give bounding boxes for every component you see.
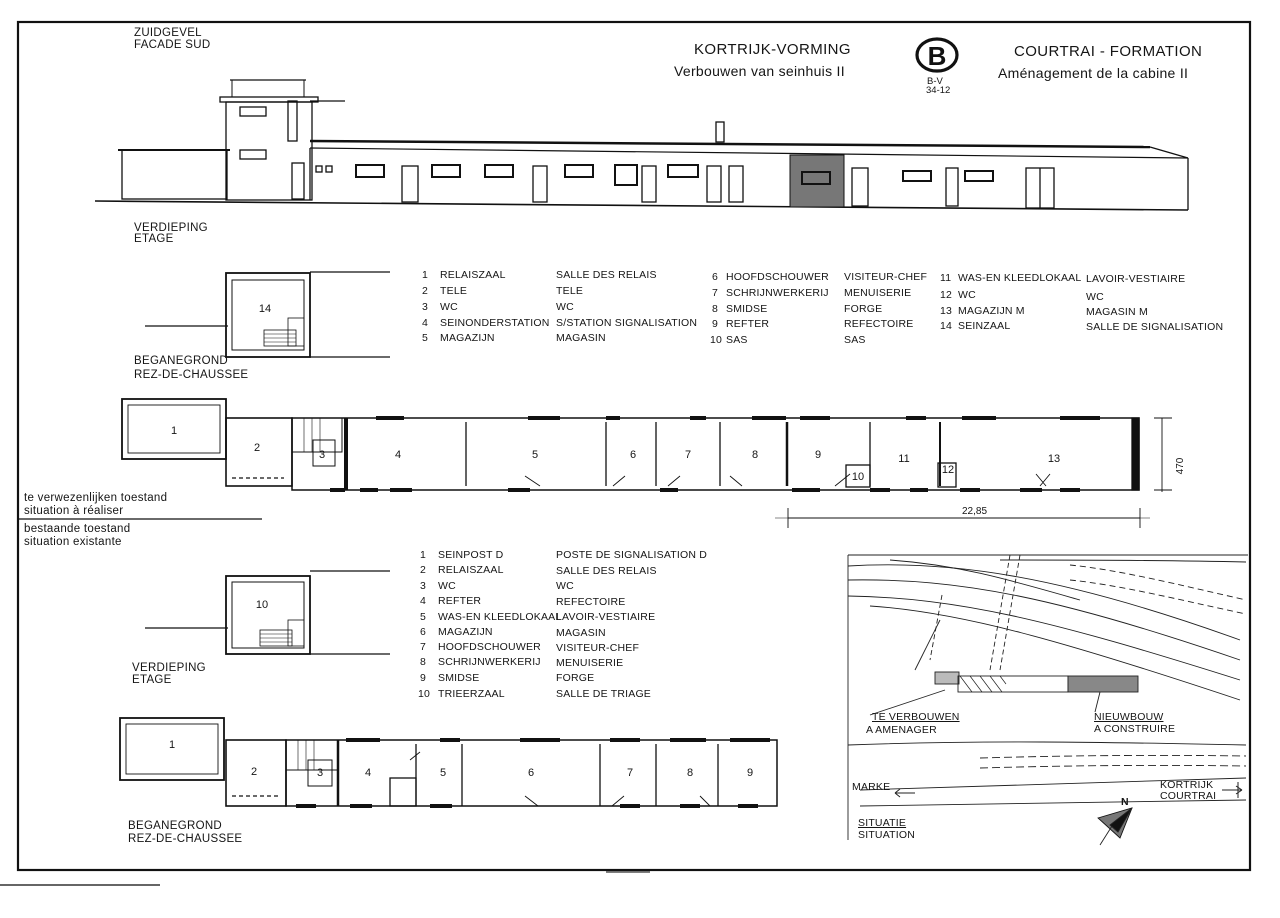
legend-nl: SCHRIJNWERKERIJ [726,287,829,299]
situation-place-left: MARKE [852,781,891,793]
subtitle-nl: Verbouwen van seinhuis II [674,63,845,79]
legend-number: 10 [710,334,723,346]
room-number: 13 [1047,453,1061,465]
room-number: 7 [626,767,634,779]
legend-fr: SAS [844,334,866,346]
legend-number: 6 [712,271,719,283]
room-number: 5 [531,449,539,461]
legend-number: 7 [712,287,719,299]
new-upper-label-fr: ETAGE [134,233,174,245]
legend-number: 6 [420,626,427,638]
legend-fr: WC [556,580,574,592]
room-number: 1 [168,739,176,751]
legend-nl: SMIDSE [438,672,480,684]
legend-nl: WC [440,301,458,313]
situation-new-nl: NIEUWBOUW [1094,711,1164,723]
logo-code: B-V [927,76,943,87]
legend-nl: REFTER [726,318,770,330]
room-number: 10 [851,471,865,483]
title-nl: KORTRIJK-VORMING [694,41,851,58]
room-number: 2 [253,442,261,454]
legend-fr: MENUISERIE [556,657,624,669]
legend-number: 4 [420,595,427,607]
legend-fr: S/STATION SIGNALISATION [556,317,698,329]
legend-nl: TRIEERZAAL [438,688,505,700]
room-number: 5 [439,767,447,779]
legend-nl: SCHRIJNWERKERIJ [438,656,541,668]
room-number: 12 [941,464,955,476]
legend-fr: FORGE [556,672,595,684]
legend-nl: WAS-EN KLEEDLOKAAL [958,272,1082,284]
legend-fr: SALLE DE TRIAGE [556,688,652,700]
situation-alter-fr: A AMENAGER [866,724,937,736]
sncb-logo [917,39,957,71]
room-number: 9 [814,449,822,461]
south-facade-elevation [95,80,1188,210]
legend-fr: REFECTOIRE [556,596,626,608]
legend-nl: MAGAZIJN [440,332,495,344]
legend-fr: VISITEUR-CHEF [844,271,928,283]
legend-number: 5 [420,611,427,623]
legend-nl: SEINPOST D [438,549,504,561]
room-number: 8 [751,449,759,461]
room-number: 8 [686,767,694,779]
legend-nl: HOOFDSCHOUWER [726,271,829,283]
north-label: N [1121,796,1129,808]
room-number: 14 [258,303,272,315]
legend-number: 2 [422,285,429,297]
legend-fr: WC [1086,291,1104,303]
legend-fr: REFECTOIRE [844,318,914,330]
legend-nl: RELAISZAAL [438,564,504,576]
room-number: 1 [170,425,178,437]
existing-ground-label-fr: REZ-DE-CHAUSSEE [128,833,243,845]
legend-number: 8 [420,656,427,668]
legend-nl: TELE [440,285,468,297]
logo-letter: B [927,41,947,71]
legend-nl: SEINONDERSTATION [440,317,550,329]
room-number: 4 [394,449,402,461]
room-number: 3 [318,449,326,461]
room-number: 7 [684,449,692,461]
legend-fr: LAVOIR-VESTIAIRE [1086,273,1186,285]
new-ground-floor-plan [122,399,1172,528]
new-status-nl: te verwezenlijken toestand [24,492,168,504]
legend-fr: MENUISERIE [844,287,912,299]
room-number: 9 [746,767,754,779]
legend-nl: RELAISZAAL [440,269,506,281]
new-ground-label-nl: BEGANEGROND [134,355,229,367]
facade-label-nl: ZUIDGEVEL [134,27,202,39]
legend-number: 4 [422,317,429,329]
legend-number: 2 [420,564,427,576]
situation-title-fr: SITUATION [858,829,916,841]
existing-upper-label-fr: ETAGE [132,674,172,686]
existing-ground-floor-plan [120,718,777,806]
legend-nl: HOOFDSCHOUWER [438,641,541,653]
new-status-fr: situation à réaliser [24,505,124,517]
legend-number: 5 [422,332,429,344]
legend-fr: MAGASIN M [1086,306,1148,318]
legend-number: 8 [712,303,719,315]
legend-number: 9 [712,318,719,330]
legend-fr: POSTE DE SIGNALISATION D [556,549,708,561]
legend-nl: MAGAZIJN M [958,305,1025,317]
room-number: 4 [364,767,372,779]
situation-title-nl: SITUATIE [858,817,907,829]
facade-label-fr: FACADE SUD [134,39,211,51]
legend-nl: MAGAZIJN [438,626,493,638]
legend-number: 11 [940,272,952,284]
legend-nl: WAS-EN KLEEDLOKAAL [438,611,562,623]
legend-number: 9 [420,672,427,684]
situation-place-right-fr: COURTRAI [1160,790,1217,802]
legend-nl: WC [958,289,976,301]
existing-status-nl: bestaande toestand [24,523,131,535]
legend-fr: LAVOIR-VESTIAIRE [556,611,656,623]
legend-fr: MAGASIN [556,627,606,639]
legend-nl: SAS [726,334,748,346]
legend-nl: SEINZAAL [958,320,1011,332]
title-fr: COURTRAI - FORMATION [1014,43,1203,60]
room-number: 10 [255,599,269,611]
logo-number: 34-12 [926,85,951,96]
legend-number: 10 [418,688,431,700]
situation-place-right-nl: KORTRIJK [1160,779,1214,791]
legend-nl: SMIDSE [726,303,768,315]
dimension-length: 22,85 [962,506,988,517]
legend-nl: WC [438,580,456,592]
situation-alter-nl: TE VERBOUWEN [872,711,960,723]
existing-ground-label-nl: BEGANEGROND [128,820,223,832]
legend-number: 13 [940,305,953,317]
dimension-width: 470 [1175,457,1186,475]
legend-fr: TELE [556,285,584,297]
existing-upper-label-nl: VERDIEPING [132,662,206,674]
legend-fr: VISITEUR-CHEF [556,642,640,654]
situation-new-fr: A CONSTRUIRE [1094,723,1176,735]
new-ground-label-fr: REZ-DE-CHAUSSEE [134,369,249,381]
legend-number: 14 [940,320,953,332]
existing-upper-floor-plan [145,571,390,654]
room-number: 3 [316,767,324,779]
legend-fr: SALLE DES RELAIS [556,269,657,281]
room-number: 6 [629,449,637,461]
legend-fr: SALLE DES RELAIS [556,565,657,577]
legend-fr: MAGASIN [556,332,606,344]
legend-fr: WC [556,301,574,313]
subtitle-fr: Aménagement de la cabine II [998,65,1189,81]
legend-number: 3 [420,580,427,592]
room-number: 6 [527,767,535,779]
legend-nl: REFTER [438,595,482,607]
new-upper-label-nl: VERDIEPING [134,222,208,234]
legend-fr: FORGE [844,303,883,315]
legend-number: 3 [422,301,429,313]
legend-number: 7 [420,641,427,653]
room-number: 11 [898,453,910,465]
legend-number: 12 [940,289,953,301]
room-number: 2 [250,766,258,778]
legend-fr: SALLE DE SIGNALISATION [1086,321,1224,333]
legend-number: 1 [420,549,427,561]
existing-status-fr: situation existante [24,536,122,548]
legend-number: 1 [422,269,429,281]
